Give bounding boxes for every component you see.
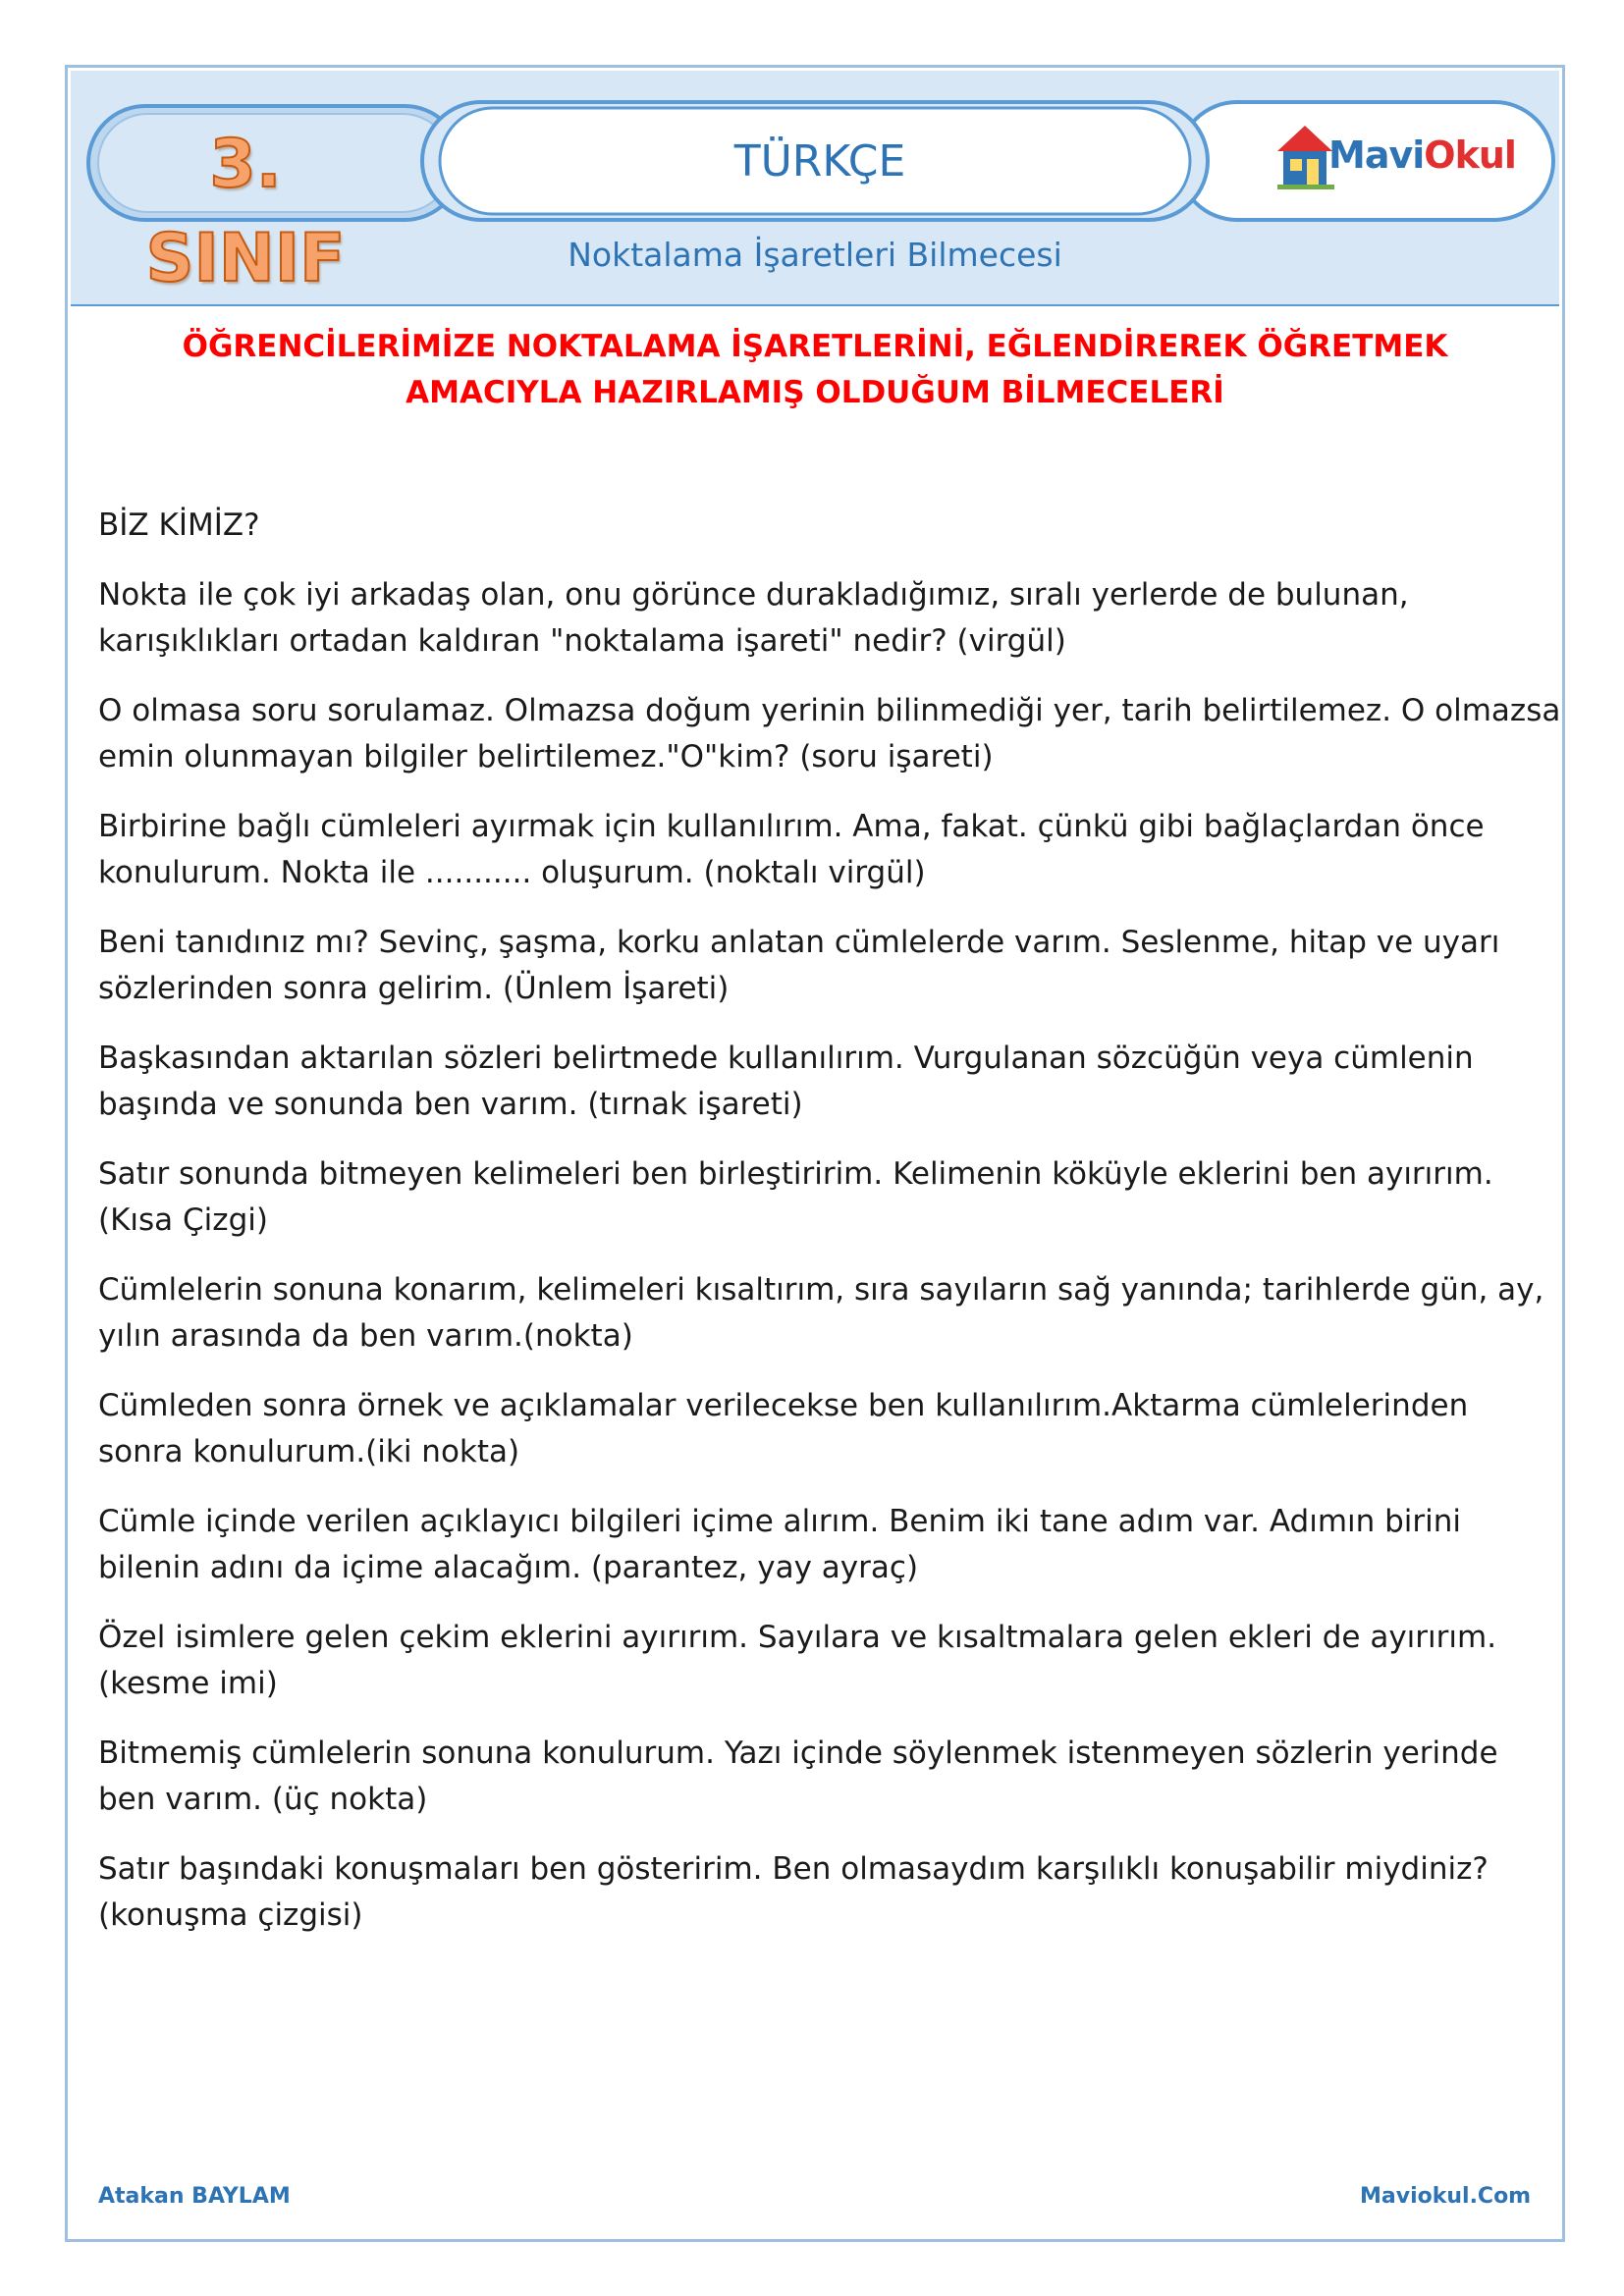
riddle-paragraph: O olmasa soru sorulamaz. Olmazsa doğum yerinin bilinmediği yer, tarih belirtilemez. O olmazsa emin olunmayan bilgiler belirtilemez."O"kim? (soru işareti) bbox=[98, 693, 1561, 774]
riddle-paragraph: Cümlelerin sonuna konarım, kelimeleri kısaltırım, sıra sayıların sağ yanında; tarihlerde gün, ay, yılın arasında da ben varım.(nokta) bbox=[98, 1272, 1544, 1354]
subject-title: TÜRKÇE bbox=[733, 136, 906, 187]
grade-title: 3. SINIF bbox=[145, 126, 346, 297]
riddle-section-title: BİZ KİMİZ? bbox=[98, 507, 260, 543]
logo-part-mavi: Mavi bbox=[1328, 133, 1425, 177]
logo-wordmark bbox=[1328, 126, 1516, 185]
riddle-paragraph: Başkasından aktarılan sözleri belirtmede kullanılırım. Vurgulanan sözcüğün veya cümlenin başında ve sonunda ben varım. (tırnak işareti) bbox=[98, 1041, 1474, 1122]
footer-author: Atakan BAYLAM bbox=[98, 2184, 291, 2209]
intro-heading: ÖĞRENCİLERİMİZE NOKTALAMA İŞARETLERİNİ, EĞLENDİREREK ÖĞRETMEK AMACIYLA HAZIRLAMIŞ OLDUĞUM BİLMECELERİ bbox=[182, 329, 1448, 410]
riddle-content bbox=[98, 503, 1561, 1962]
riddle-paragraph: Özel isimlere gelen çekim eklerini ayırırım. Sayılara ve kısaltmalara gelen ekleri de ayırırım.(kesme imi) bbox=[98, 1620, 1497, 1701]
page-subtitle: Noktalama İşaretleri Bilmecesi bbox=[568, 236, 1062, 274]
footer-site-link[interactable]: Maviokul.Com bbox=[1360, 2184, 1532, 2209]
riddle-paragraph: Nokta ile çok iyi arkadaş olan, onu görünce durakladığımız, sıralı yerlerde de bulunan, karışıklıkları ortadan kaldıran "noktalama işareti" nedir? (virgül) bbox=[98, 577, 1409, 659]
riddle-paragraph: Cümleden sonra örnek ve açıklamalar verilecekse ben kullanılırım.Aktarma cümlelerinden sonra konulurum.(iki nokta) bbox=[98, 1388, 1469, 1469]
riddle-paragraph: Satır başındaki konuşmaları ben gösteririm. Ben olmasaydım karşılıklı konuşabilir miydiniz? (konuşma çizgisi) bbox=[98, 1851, 1489, 1933]
logo-part-okul: Okul bbox=[1424, 133, 1516, 177]
riddle-paragraph: Satır sonunda bitmeyen kelimeleri ben birleştiririm. Kelimenin köküyle eklerini ben ayırırım. (Kısa Çizgi) bbox=[98, 1156, 1493, 1238]
riddle-paragraph: Cümle içinde verilen açıklayıcı bilgileri içime alırım. Benim iki tane adım var. Adımın birini bilenin adını da içime alacağım. (parantez, yay ayraç) bbox=[98, 1504, 1462, 1585]
riddle-paragraph: Bitmemiş cümlelerin sonuna konulurum. Yazı içinde söylenmek istenmeyen sözlerin yerinde ben varım. (üç nokta) bbox=[98, 1735, 1498, 1817]
riddle-paragraph: Beni tanıdınız mı? Sevinç, şaşma, korku anlatan cümlelerde varım. Seslenme, hitap ve uyarı sözlerinden sonra gelirim. (Ünlem İşareti) bbox=[98, 925, 1500, 1006]
riddle-paragraph: Birbirine bağlı cümleleri ayırmak için kullanılırım. Ama, fakat. çünkü gibi bağlaçlardan önce konulurum. Nokta ile ........... oluşurum. (noktalı virgül) bbox=[98, 809, 1485, 890]
